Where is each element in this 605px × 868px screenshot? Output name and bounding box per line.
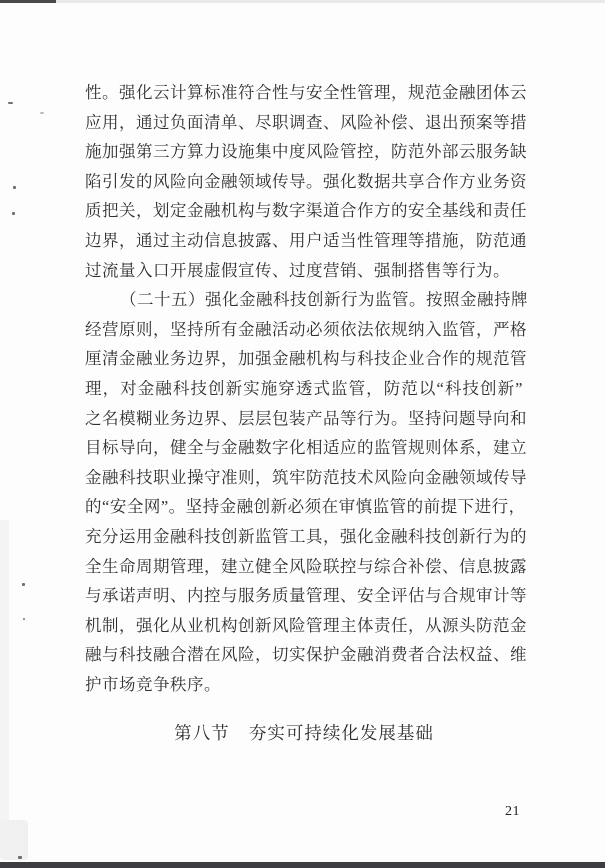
text-line: 质把关，划定金融机构与数字渠道合作方的安全基线和责任 [85,201,527,221]
section-heading [85,718,523,748]
text-line: 的“安全网”。坚持金融创新必须在审慎监管的前提下进行， [85,497,526,517]
scan-artifact-speck [13,186,16,189]
scan-artifact-top-dark-segment [0,0,56,3]
text-line: 之名模糊业务边界、层层包装产品等行为。坚持问题导向和 [85,408,527,428]
text-line: 边界，通过主动信息披露、用户适当性管理等措施，防范通 [85,230,527,250]
page-number: 21 [505,804,520,819]
text-line: 护市场竞争秩序。 [85,674,221,694]
text-line: 施加强第三方算力设施集中度风险管控，防范外部云服务缺 [85,142,527,162]
text-line: 与承诺声明、内控与服务质量管理、安全评估与合规审计等 [85,586,527,606]
text-line: 经营原则，坚持所有金融活动必须依法依规纳入监管，严格 [85,319,527,339]
text-line: 理，对金融科技创新实施穿透式监管，防范以“科技创新” [85,378,523,398]
text-line: 性。强化云计算标准符合性与安全性管理，规范金融团体云 [85,83,527,102]
section-heading-number: 第八节 [174,723,230,743]
scan-artifact-speck [12,212,15,215]
text-line: 厘清金融业务边界，加强金融机构与科技企业合作的规范管 [85,349,527,369]
text-line: 应用，通过负面清单、尽职调查、风险补偿、退出预案等措 [85,112,527,132]
text-line: 充分运用金融科技创新监管工具，强化金融科技创新行为的 [85,526,527,546]
scan-artifact-speck [22,583,25,586]
scan-artifact-speck [18,856,22,859]
text-body [85,78,528,699]
scan-artifact-top-line [0,0,605,3]
text-line: 金融科技职业操守准则，筑牢防范技术风险向金融领域传导 [85,467,527,487]
scan-artifact-left-smudge [0,520,9,855]
text-line: （二十五）强化金融科技创新行为监管。按照金融持牌 [120,290,528,310]
text-line: 目标导向，健全与金融数字化相适应的监管规则体系，建立 [85,438,527,458]
text-line: 全生命周期管理，建立健全风险联控与综合补偿、信息披露 [85,556,527,576]
scan-artifact-speck [40,112,44,114]
scan-artifact-speck [23,618,25,620]
scan-artifact-corner-smudge [0,820,28,860]
text-line: 机制，强化从业机构创新风险管理主体责任，从源头防范金 [85,615,527,635]
section-heading-title: 夯实可持续化发展基础 [248,723,434,743]
text-line: 过流量入口开展虚假宣传、过度营销、强制搭售等行为。 [85,260,510,280]
text-line: 融与科技融合潜在风险，切实保护金融消费者合法权益、维 [85,645,527,665]
scan-artifact-bottom-band [0,862,605,868]
text-line: 陷引发的风险向金融领域传导。强化数据共享合作方业务资 [85,171,527,191]
scan-artifact-speck [8,102,13,104]
